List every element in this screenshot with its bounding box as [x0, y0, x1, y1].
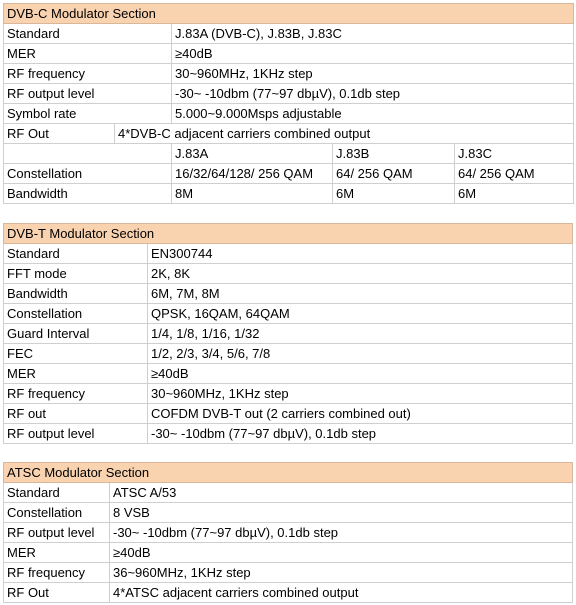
table-row [4, 404, 573, 424]
row-value: EN300744 [148, 244, 573, 264]
dvbt-header-row [4, 224, 573, 244]
atsc-header-row [4, 463, 573, 483]
row-label: Symbol rate [4, 104, 172, 124]
dvbt-table [3, 223, 573, 444]
row-label: RF output level [4, 523, 110, 543]
row-value: 6M, 7M, 8M [148, 284, 573, 304]
row-label: RF out [4, 404, 148, 424]
table-row [4, 164, 574, 184]
table-row [4, 563, 573, 583]
row-label: RF Out [4, 124, 115, 144]
row-label: FEC [4, 344, 148, 364]
row-label: Guard Interval [4, 324, 148, 344]
dvbc-title: DVB-C Modulator Section [4, 4, 574, 24]
row-value: -30~ -10dbm (77~97 dbµV), 0.1db step [110, 523, 573, 543]
row-label: Constellation [4, 164, 172, 184]
table-row [4, 284, 573, 304]
row-value: J.83A (DVB-C), J.83B, J.83C [172, 24, 574, 44]
table-row [4, 304, 573, 324]
row-value: 64/ 256 QAM [455, 164, 574, 184]
table-row [4, 583, 573, 603]
row-value: 30~960MHz, 1KHz step [148, 384, 573, 404]
row-label: RF output level [4, 424, 148, 444]
dvbt-title: DVB-T Modulator Section [4, 224, 573, 244]
table-row [4, 483, 573, 503]
row-label: MER [4, 543, 110, 563]
table-row [4, 84, 574, 104]
row-label: RF Out [4, 583, 110, 603]
row-value: 6M [455, 184, 574, 204]
row-label: Standard [4, 483, 110, 503]
sub-header-j83c: J.83C [455, 144, 574, 164]
row-value: 6M [333, 184, 455, 204]
table-row [4, 384, 573, 404]
row-label: RF frequency [4, 64, 172, 84]
sub-header-row [4, 144, 574, 164]
dvbc-table [3, 3, 574, 204]
row-value: 8 VSB [110, 503, 573, 523]
table-row [4, 64, 574, 84]
row-label: Constellation [4, 503, 110, 523]
dvbc-section [3, 3, 573, 204]
row-label: RF frequency [4, 563, 110, 583]
table-row [4, 44, 574, 64]
atsc-title: ATSC Modulator Section [4, 463, 573, 483]
row-label: RF output level [4, 84, 172, 104]
row-label: Bandwidth [4, 284, 148, 304]
row-label: RF frequency [4, 384, 148, 404]
table-row [4, 523, 573, 543]
row-label: Constellation [4, 304, 148, 324]
row-value: 2K, 8K [148, 264, 573, 284]
row-value: 30~960MHz, 1KHz step [172, 64, 574, 84]
row-value: ≥40dB [148, 364, 573, 384]
sub-header-j83a: J.83A [172, 144, 333, 164]
atsc-section [3, 462, 573, 603]
row-value: 4*ATSC adjacent carriers combined output [110, 583, 573, 603]
table-row [4, 244, 573, 264]
table-row [4, 24, 574, 44]
table-row [4, 543, 573, 563]
table-row [4, 124, 574, 144]
row-value: COFDM DVB-T out (2 carriers combined out) [148, 404, 573, 424]
row-value: 36~960MHz, 1KHz step [110, 563, 573, 583]
sub-header-j83b: J.83B [333, 144, 455, 164]
dvbc-header-row [4, 4, 574, 24]
dvbt-section [3, 223, 573, 444]
table-row [4, 104, 574, 124]
row-value: 4*DVB-C adjacent carriers combined output [115, 124, 574, 144]
row-label: Bandwidth [4, 184, 172, 204]
row-value: QPSK, 16QAM, 64QAM [148, 304, 573, 324]
row-value: 5.000~9.000Msps adjustable [172, 104, 574, 124]
atsc-table [3, 462, 573, 603]
row-label: Standard [4, 24, 172, 44]
row-label: MER [4, 44, 172, 64]
row-label: MER [4, 364, 148, 384]
table-row [4, 364, 573, 384]
table-row [4, 264, 573, 284]
row-value: -30~ -10dbm (77~97 dbµV), 0.1db step [172, 84, 574, 104]
row-value: 1/4, 1/8, 1/16, 1/32 [148, 324, 573, 344]
row-value: 16/32/64/128/ 256 QAM [172, 164, 333, 184]
row-value: ATSC A/53 [110, 483, 573, 503]
row-value: ≥40dB [172, 44, 574, 64]
table-row [4, 184, 574, 204]
row-label: FFT mode [4, 264, 148, 284]
row-value: -30~ -10dbm (77~97 dbµV), 0.1db step [148, 424, 573, 444]
table-row [4, 424, 573, 444]
row-value: 8M [172, 184, 333, 204]
row-value: ≥40dB [110, 543, 573, 563]
row-label: Standard [4, 244, 148, 264]
table-row [4, 344, 573, 364]
empty-cell [4, 144, 172, 164]
table-row [4, 503, 573, 523]
table-row [4, 324, 573, 344]
row-value: 1/2, 2/3, 3/4, 5/6, 7/8 [148, 344, 573, 364]
row-value: 64/ 256 QAM [333, 164, 455, 184]
